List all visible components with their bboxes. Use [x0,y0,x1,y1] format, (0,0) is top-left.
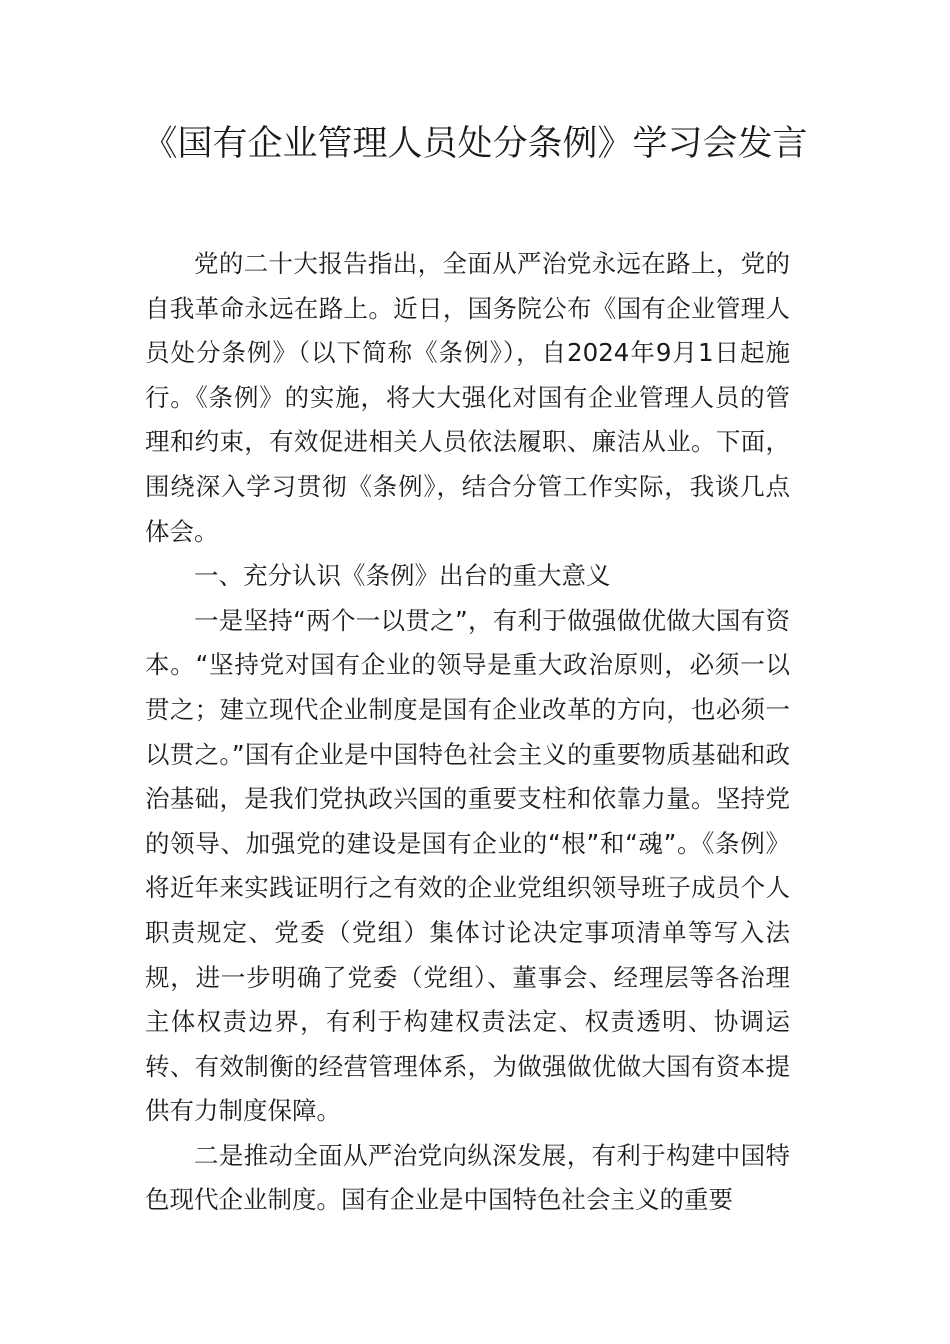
document-body [145,242,790,1223]
document-title: 《国有企业管理人员处分条例》学习会发言 [142,124,808,164]
paragraph-point-2: 二是推动全面从严治党向纵深发展，有利于构建中国特色现代企业制度。国有企业是中国特色社会主义的重要 [145,1140,790,1215]
paragraph-intro: 党的二十大报告指出，全面从严治党永远在路上，党的自我革命永远在路上。近日，国务院公布《国有企业管理人员处分条例》（以下简称《条例》），自2024年9月1日起施行。《条例》的实施，将大大强化对国有企业管理人员的管理和约束，有效促进相关人员依法履职、廉洁从业。下面，围绕深入学习贯彻《条例》，结合分管工作实际，我谈几点体会。 [145,249,790,546]
paragraph-point-1: 一是坚持“两个一以贯之”，有利于做强做优做大国有资本。“坚持党对国有企业的领导是重大政治原则，必须一以贯之；建立现代企业制度是国有企业改革的方向，也必须一以贯之。”国有企业是中国特色社会主义的重要物质基础和政治基础，是我们党执政兴国的重要支柱和依靠力量。坚持党的领导、加强党的建设是国有企业的“根”和“魂”。《条例》将近年来实践证明行之有效的企业党组织领导班子成员个人职责规定、党委（党组）集体讨论决定事项清单等写入法规，进一步明确了党委（党组）、董事会、经理层等各治理主体权责边界，有利于构建权责法定、权责透明、协调运转、有效制衡的经营管理体系，为做强做优做大国有资本提供有力制度保障。 [145,605,790,1126]
section-heading-1: 一、充分认识《条例》出台的重大意义 [194,561,611,591]
